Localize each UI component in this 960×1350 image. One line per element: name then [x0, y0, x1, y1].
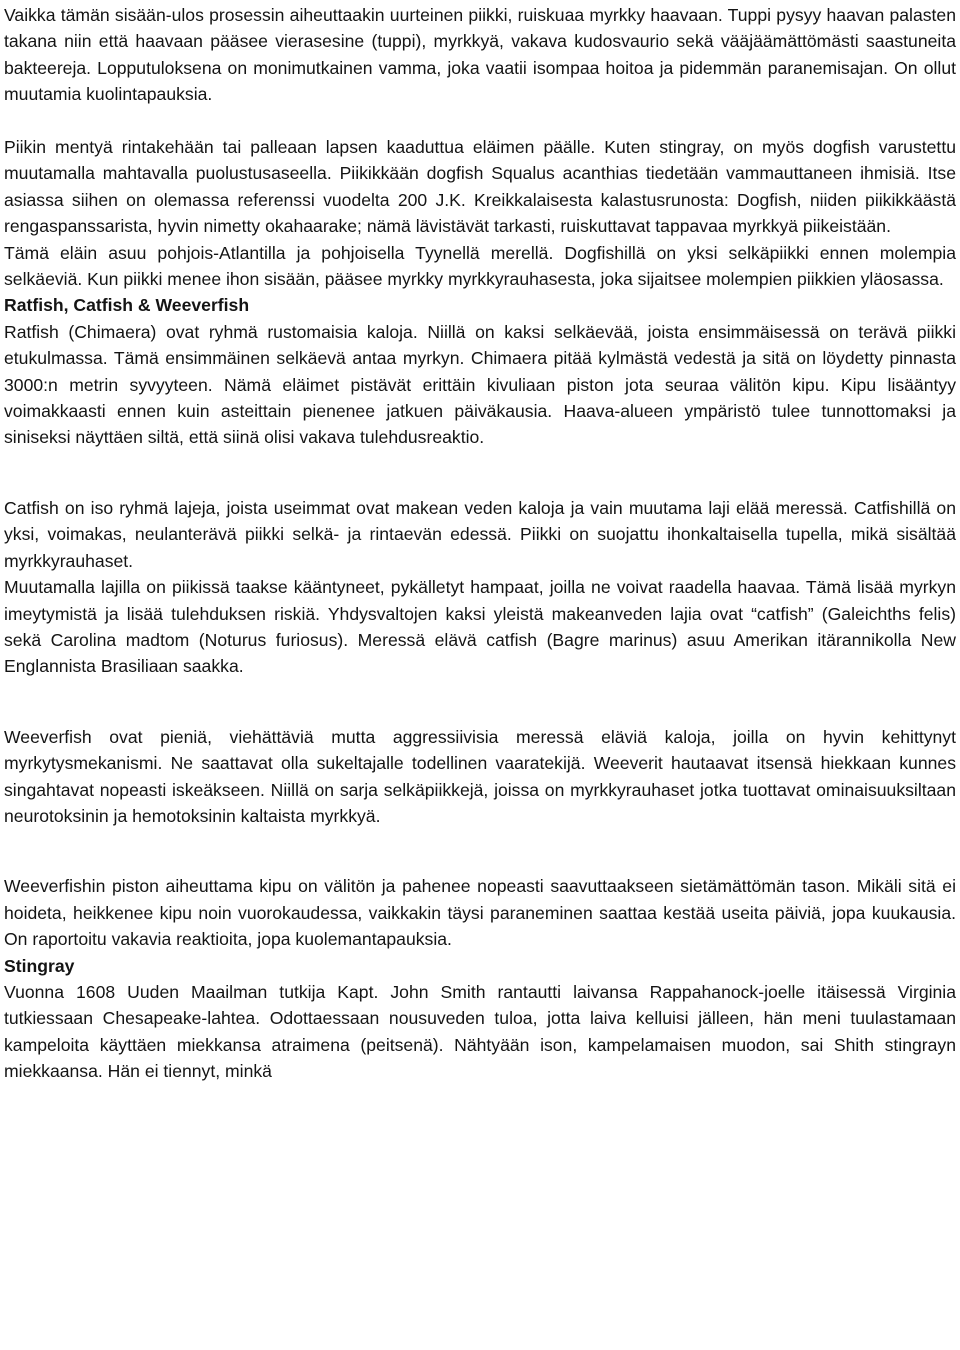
- paragraph-catfish: Catfish on iso ryhmä lajeja, joista useimmat ovat makean veden kaloja ja vain muutama laji elää meressä. Catfishillä on yksi, voimakas, neulanterävä piikki selkä- ja rintaevän edessä. Piikki on suojattu ihonkaltaisella tupella, mikä sisältää myrkkyrauhaset.: [4, 497, 956, 571]
- heading-stingray: Stingray: [4, 955, 75, 976]
- paragraph-ratfish: Ratfish (Chimaera) ovat ryhmä rustomaisia kaloja. Niillä on kaksi selkäevää, joista ensimmäisessä on terävä piikki etukulmassa. Tämä ensimmäinen selkäevä antaa myrkyn. Chimaera pitää kylmästä vedestä ja sitä on löydetty pinnasta 3000:n metrin syvyyteen. Nämä eläimet pistävät erittäin kivuliaan piston jota seuraa välitön kipu. Kipu lisääntyy voimakkaasti ennen kuin asteittain pienenee jatkuen päiväkausia. Haava-alueen ympäristö tulee tunnottomaksi ja siniseksi näyttäen siltä, että siinä olisi vakava tulehdusreaktio.: [4, 321, 956, 448]
- paragraph-myrkky-intro: Vaikka tämän sisään-ulos prosessin aiheuttaakin uurteinen piikki, ruiskuaa myrkky haavaan. Tuppi pysyy haavan palasten takana niin että haavaan pääsee vierasesine (tuppi), myrkkyä, vakava kudosvaurio sekä vääjäämättömästi saastuneita bakteereja. Lopputuloksena on monimutkainen vamma, joka vaatii isompaa hoitoa ja pidemmän paranemisajan. On ollut muutamia kuolintapauksia.: [4, 5, 956, 105]
- paragraph-stingray: Vuonna 1608 Uuden Maailman tutkija Kapt. John Smith rantautti laivansa Rappahanock-joelle itäisessä Virginia tutkiessaan Chesapeake-lahtea. Odottaessaan nousuveden tuloa, jotta laiva kelluisi jälleen, hän meni tuulastamaan kampeloita käyttäen miekkansa atraimena (peitsenä). Nähtyään ison, kampelamaisen muodon, sai Shith stingrayn miekkaansa. Hän ei tiennyt, minkä: [4, 981, 956, 1082]
- paragraph-catfish-species: Muutamalla lajilla on piikissä taakse kääntyneet, pykälletyt hampaat, joilla ne voivat raadella haavaa. Tämä lisää myrkyn imeytymistä ja lisää tulehduksen riskiä. Yhdysvaltojen kaksi yleistä makeanveden lajia ovat “catfish” (Galeichths felis) sekä Carolina madtom (Noturus furiosus). Meressä elävä catfish (Bagre marinus) asuu Amerikan itärannikolla New Englannista Brasiliaan saakka.: [4, 577, 956, 677]
- heading-ratfish-catfish-weeverfish: Ratfish, Catfish & Weeverfish: [4, 295, 250, 316]
- paragraph-dogfish: Piikin mentyä rintakehään tai palleaan lapsen kaaduttua eläimen päälle. Kuten stingray, on myös dogfish varustettu muutamalla mahtavalla puolustusaseella. Piikikkään dogfish Squalus acanthias tiedetään vammauttaneen ihmisiä. Itse asiassa siihen on olemassa referenssi vuodelta 200 J.K. Kreikkalaisesta kalastusrunosta: Dogfish, niiden piikikkäästä rengaspanssarista, hyvin nimetty okahaarake; nämä lävistävät tarkasti, ruiskuttavat tappavaa myrkkyä piikeistään.: [4, 137, 956, 237]
- paragraph-weeverfish-sting: Weeverfishin piston aiheuttama kipu on välitön ja pahenee nopeasti saavuttaakseen sietämättömän tason. Mikäli sitä ei hoideta, heikkenee kipu noin vuorokaudessa, vaikkakin täysi paraneminen saattaa kestää useita päiviä, jopa kuukausia. On raportoitu vakavia reaktioita, jopa kuolemantapauksia.: [4, 876, 956, 950]
- paragraph-dogfish-habitat: Tämä eläin asuu pohjois-Atlantilla ja pohjoisella Tyynellä merellä. Dogfishillä on yksi selkäpiikki ennen molempia selkäeviä. Kun piikki menee ihon sisään, pääsee myrkky myrkkyrauhasesta, joka sijaitsee molempien piikkien yläosassa.: [4, 242, 956, 290]
- paragraph-weeverfish: Weeverfish ovat pieniä, viehättäviä mutta aggressiivisia meressä eläviä kaloja, joilla on hyvin kehittynyt myrkytysmekanismi. Ne saattavat olla sukeltajalle todellinen vaaratekijä. Weeverit hautaavat itsensä hiekkaan kunnes singahtavat nopeasti iskeäkseen. Niillä on sarja selkäpiikkejä, joissa on myrkkyrauhaset jotka tuottavat ominaisuuksiltaan neurotoksinin ja hemotoksinin kaltaista myrkkyä.: [4, 726, 956, 826]
